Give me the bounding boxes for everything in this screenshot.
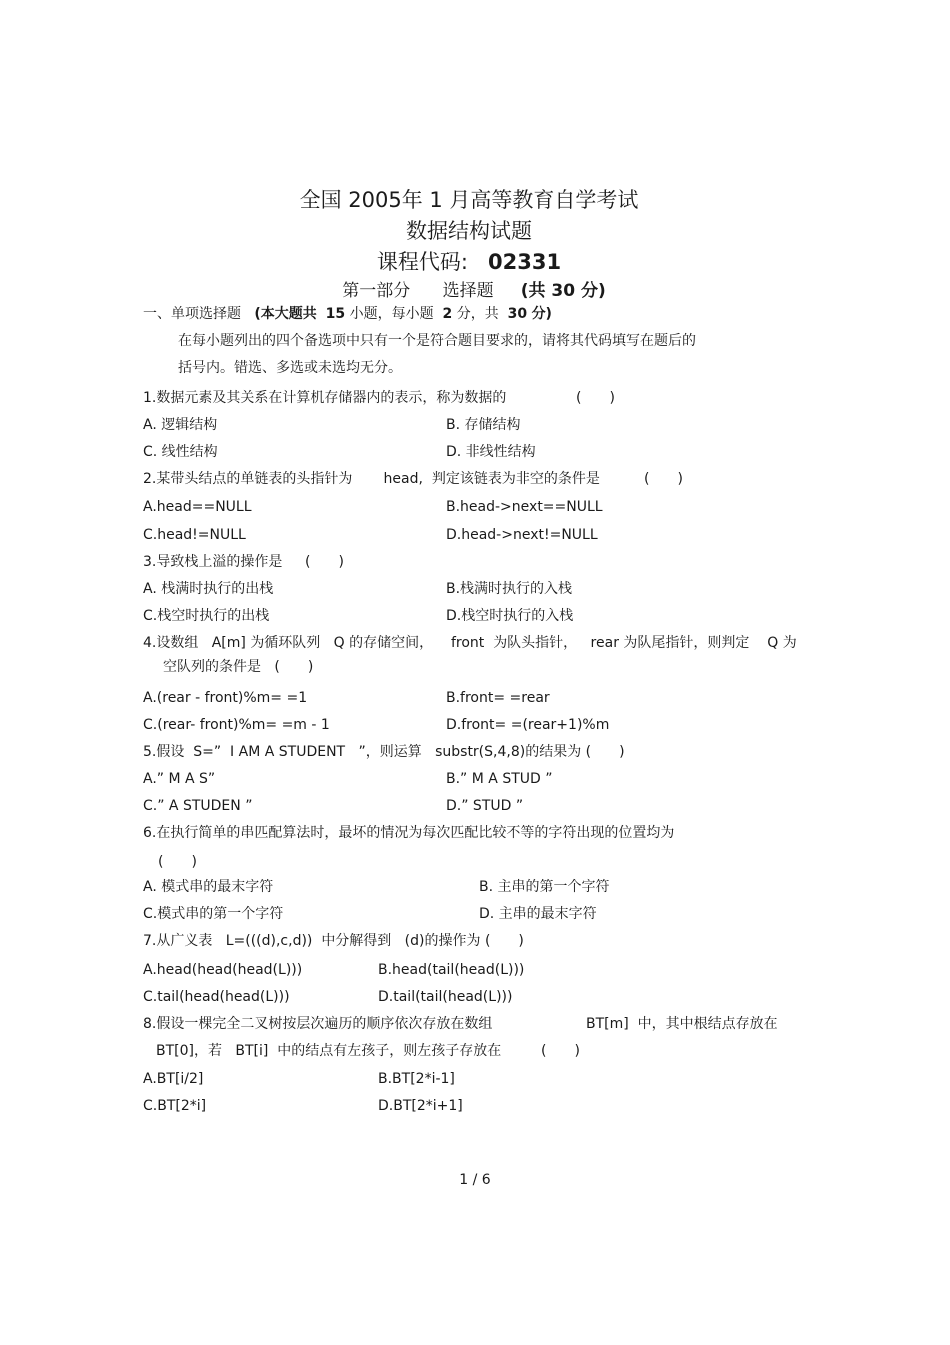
section-instruction-2: 括号内。错选、多选或未选均无分。 xyxy=(178,360,402,376)
question-3-option-c: C.栈空时执行的出栈 xyxy=(143,608,270,624)
question-2-blank: ( ) xyxy=(644,471,683,487)
q5-stem-b: S=” xyxy=(193,744,222,760)
question-4-stem-line2 xyxy=(163,658,313,676)
section-heading xyxy=(143,305,552,323)
question-6-option-b: B. 主串的第一个字符 xyxy=(479,879,610,895)
section-info-c: 分，共 xyxy=(456,306,499,322)
q4-stem-d: Q xyxy=(333,635,345,651)
question-3-option-d: D.栈空时执行的入栈 xyxy=(446,608,574,624)
q7-stem-a: 7.从广义表 xyxy=(143,933,213,949)
section-instruction-1: 在每小题列出的四个备选项中只有一个是符合题目要求的，请将其代码填写在题后的 xyxy=(178,333,696,349)
q4-stem-c: 为循环队列 xyxy=(250,635,321,651)
section-info-n2: 2 xyxy=(442,306,453,322)
section-info-a: (本大题共 xyxy=(254,306,317,322)
section-info-n3: 30 xyxy=(507,306,528,322)
section-info-d: 分) xyxy=(531,306,552,322)
course-code xyxy=(0,246,938,276)
q8-stem2-b: BT[i] xyxy=(235,1043,269,1059)
question-2-option-c: C.head!=NULL xyxy=(143,527,246,543)
question-2-stem xyxy=(143,470,600,488)
q8-stem-c: 中，其中根结点存放在 xyxy=(637,1016,778,1032)
course-code-value: 02331 xyxy=(488,250,562,274)
q7-stem-d: (d)的操作为 xyxy=(404,933,481,949)
q4-stem-g: 为队头指针， xyxy=(493,635,578,651)
question-1-option-d: D. 非线性结构 xyxy=(446,444,536,460)
exam-title: 全国 2005年 1 月高等教育自学考试 xyxy=(299,188,639,212)
part-heading xyxy=(0,276,948,301)
part-score-open: (共 xyxy=(520,281,552,301)
question-2-option-d: D.head->next!=NULL xyxy=(446,527,598,543)
question-7-option-c: C.tail(head(head(L))) xyxy=(143,989,290,1005)
question-7-stem xyxy=(143,932,524,950)
question-5-option-b: B.” M A STUD ” xyxy=(446,771,553,787)
question-6-option-c: C.模式串的第一个字符 xyxy=(143,906,284,922)
q4-stem-j: 为 xyxy=(782,635,797,651)
question-6-blank: ( ) xyxy=(158,854,197,870)
q5-stem-a: 5.假设 xyxy=(143,744,185,760)
q7-stem-b: L=(((d),c,d)) xyxy=(225,933,313,949)
question-4-stem xyxy=(143,634,797,652)
question-6-option-d: D. 主串的最末字符 xyxy=(479,906,597,922)
question-1-stem: 1.数据元素及其关系在计算机存储器内的表示，称为数据的 xyxy=(143,390,507,406)
q4-stem-f: front xyxy=(450,635,485,651)
course-code-label: 课程代码: xyxy=(376,250,468,274)
question-3-option-b: B.栈满时执行的入栈 xyxy=(446,581,573,597)
q8-stem-b: BT[m] xyxy=(586,1016,629,1032)
section-info-n1: 15 xyxy=(325,306,346,322)
question-3-option-a: A. 栈满时执行的出栈 xyxy=(143,581,274,597)
q2-stem-c: 判定该链表为非空的条件是 xyxy=(431,471,600,487)
question-8-stem-line2 xyxy=(156,1042,501,1060)
q8-stem2-c: 中的结点有左孩子，则左孩子存放在 xyxy=(277,1043,502,1059)
question-7-blank: ( ) xyxy=(484,933,524,949)
part-score-num: 30 xyxy=(551,281,576,301)
question-8-option-d: D.BT[2*i+1] xyxy=(378,1098,463,1114)
q4-stem-i: Q xyxy=(767,635,779,651)
part-name: 选择题 xyxy=(442,281,494,301)
question-2-option-b: B.head->next==NULL xyxy=(446,499,603,515)
question-7-option-b: B.head(tail(head(L))) xyxy=(378,962,525,978)
question-3-blank: ( ) xyxy=(305,554,344,570)
section-info-b: 小题，每小题 xyxy=(349,306,434,322)
q5-stem-c: I AM A STUDENT xyxy=(230,744,346,760)
q4-stem-h: rear 为队尾指针，则判定 xyxy=(590,635,750,651)
q5-stem-e: substr(S,4,8)的结果为 xyxy=(435,744,582,760)
question-8-option-a: A.BT[i/2] xyxy=(143,1071,204,1087)
question-1-option-a: A. 逻辑结构 xyxy=(143,417,218,433)
q7-stem-c: 中分解得到 xyxy=(321,933,392,949)
question-6-option-a: A. 模式串的最末字符 xyxy=(143,879,274,895)
question-1-option-c: C. 线性结构 xyxy=(143,444,218,460)
q8-stem2-a: BT[0]，若 xyxy=(156,1043,222,1059)
question-1-option-b: B. 存储结构 xyxy=(446,417,521,433)
question-1-blank: ( ) xyxy=(576,390,615,406)
part-label: 第一部分 xyxy=(342,281,411,301)
part-score-close: 分) xyxy=(575,281,606,301)
q5-stem-d: ”，则运算 xyxy=(358,744,422,760)
question-4-blank: ( ) xyxy=(274,659,314,675)
question-8-stem-right xyxy=(586,1015,778,1033)
page-number: 1 / 6 xyxy=(459,1172,491,1188)
question-5-option-d: D.” STUD ” xyxy=(446,798,524,814)
question-5-stem xyxy=(143,743,625,761)
q4-stem-a: 4.设数组 xyxy=(143,635,199,651)
question-8-stem: 8.假设一棵完全二叉树按层次遍历的顺序依次存放在数组 xyxy=(143,1016,493,1032)
question-5-option-c: C.” A STUDEN ” xyxy=(143,798,253,814)
question-8-blank: ( ) xyxy=(541,1043,580,1059)
q4-stem-e: 的存储空间， xyxy=(349,635,434,651)
question-7-option-d: D.tail(tail(head(L))) xyxy=(378,989,513,1005)
question-4-option-a: A.(rear - front)%m= =1 xyxy=(143,690,308,706)
question-5-blank: ( ) xyxy=(585,744,625,760)
section-title: 一、单项选择题 xyxy=(143,306,241,322)
question-2-option-a: A.head==NULL xyxy=(143,499,252,515)
q4-stem2: 空队列的条件是 xyxy=(163,659,261,675)
question-5-option-a: A.” M A S” xyxy=(143,771,216,787)
question-4-option-c: C.(rear- front)%m= =m - 1 xyxy=(143,717,330,733)
question-8-option-b: B.BT[2*i-1] xyxy=(378,1071,455,1087)
question-7-option-a: A.head(head(head(L))) xyxy=(143,962,303,978)
question-4-option-b: B.front= =rear xyxy=(446,690,550,706)
q4-stem-b: A[m] xyxy=(211,635,246,651)
question-4-option-d: D.front= =(rear+1)%m xyxy=(446,717,610,733)
question-8-option-c: C.BT[2*i] xyxy=(143,1098,207,1114)
q2-stem-a: 2.某带头结点的单链表的头指针为 xyxy=(143,471,353,487)
exam-subject: 数据结构试题 xyxy=(406,219,532,243)
question-6-stem: 6.在执行简单的串匹配算法时，最坏的情况为每次匹配比较不等的字符出现的位置均为 xyxy=(143,825,675,841)
question-3-stem: 3.导致栈上溢的操作是 xyxy=(143,554,283,570)
q2-stem-b: head, xyxy=(383,471,423,487)
